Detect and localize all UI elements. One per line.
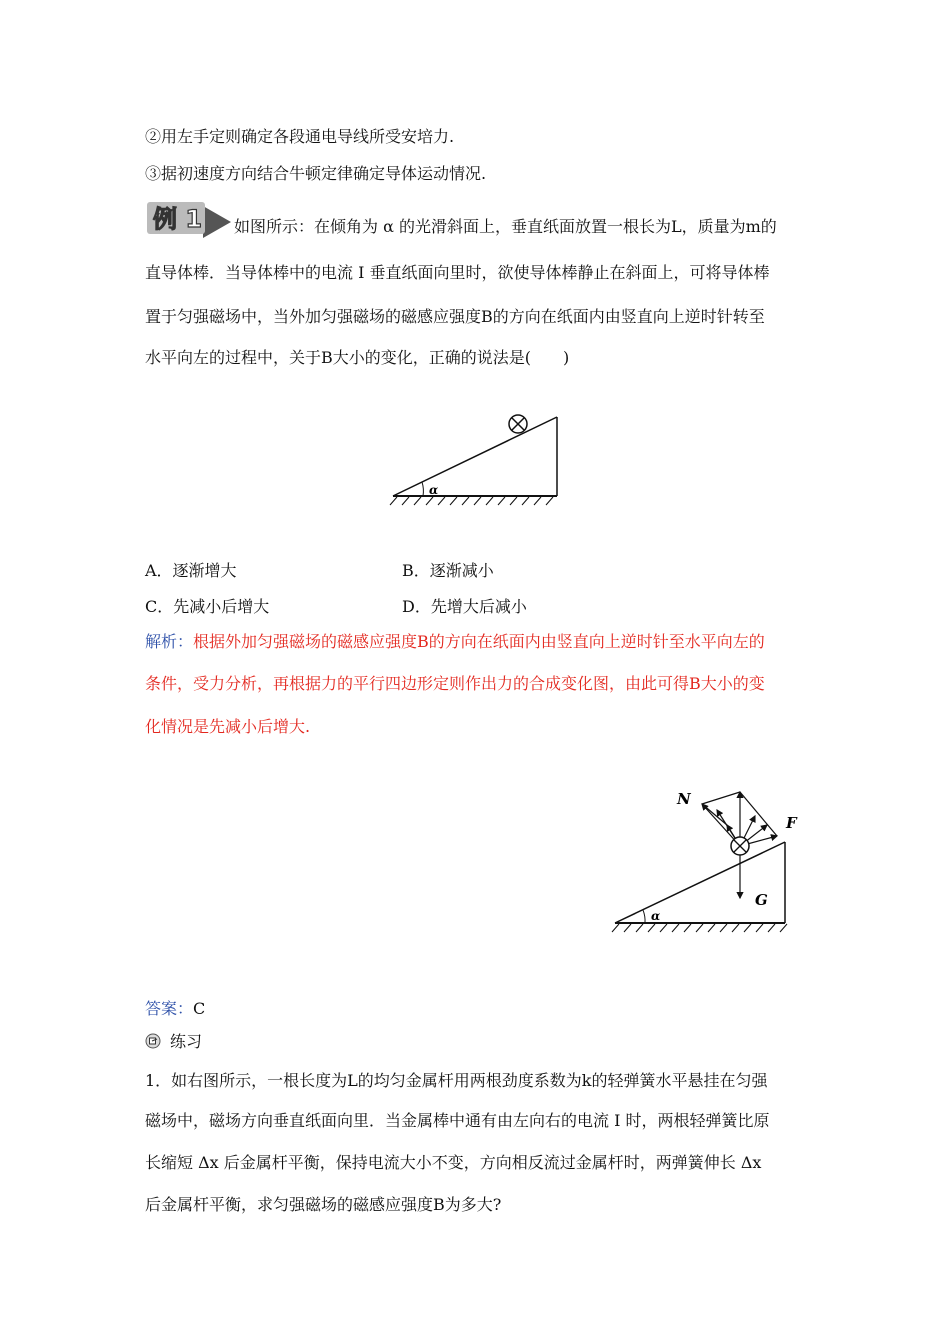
angle-alpha-label: α (429, 483, 439, 497)
question-line-2: 直导体棒．当导体棒中的电流 I 垂直纸面向里时，欲使导体棒静止在斜面上，可将导体棒 (145, 263, 770, 282)
practice-line-1: 1．如右图所示，一根长度为L的均匀金属杆用两根劲度系数为k的轻弹簧水平悬挂在匀强 (145, 1071, 768, 1090)
conductor-cross-icon (731, 837, 749, 855)
analysis-line-1: 根据外加匀强磁场的磁感应强度B的方向在纸面内由竖直向上逆时针至水平向左的 (193, 632, 765, 651)
question-line-1: 如图所示：在倾角为 α 的光滑斜面上，垂直纸面放置一根长为L，质量为m的 (234, 217, 777, 236)
practice-line-3: 长缩短 Δx 后金属杆平衡，保持电流大小不变，方向相反流过金属杆时，两弹簧伸长 Δx (145, 1153, 762, 1172)
practice-line-4: 后金属杆平衡，求匀强磁场的磁感应强度B为多大? (145, 1195, 502, 1214)
conductor-into-page-icon (509, 415, 527, 433)
step-3-text: ③据初速度方向结合牛顿定律确定导体运动情况. (145, 164, 487, 183)
option-a[interactable]: A．逐渐增大 (145, 561, 237, 580)
question-line-4: 水平向左的过程中，关于B大小的变化，正确的说法是( ) (145, 348, 570, 367)
force-n-label: N (677, 790, 691, 808)
analysis-line-2: 条件，受力分析，再根据力的平行四边形定则作出力的合成变化图，由此可得B大小的变 (145, 674, 765, 693)
option-c[interactable]: C．先减小后增大 (145, 597, 270, 616)
option-d[interactable]: D．先增大后减小 (402, 597, 527, 616)
force-f-label: F (786, 814, 797, 832)
example-badge-icon (145, 198, 231, 238)
force-g-label: G (755, 891, 768, 909)
angle-alpha-label-2: α (651, 909, 661, 923)
answer-label: 答案： (145, 999, 194, 1018)
practice-heading: 练习 (170, 1032, 203, 1051)
step-2-text: ②用左手定则确定各段通电导线所受安培力. (145, 127, 455, 146)
incline-figure (385, 405, 565, 510)
answer-value: C (193, 999, 206, 1018)
analysis-label: 解析： (145, 632, 194, 651)
example-badge-label: 例 1 (153, 205, 203, 233)
analysis-line-3: 化情况是先减小后增大. (145, 717, 311, 736)
practice-icon (145, 1033, 161, 1049)
force-diagram-figure (605, 780, 805, 940)
option-b[interactable]: B．逐渐减小 (402, 561, 494, 580)
practice-line-2: 磁场中，磁场方向垂直纸面向里．当金属棒中通有由左向右的电流 I 时，两根轻弹簧比原 (145, 1111, 770, 1130)
question-line-3: 置于匀强磁场中，当外加匀强磁场的磁感应强度B的方向在纸面内由竖直向上逆时针转至 (145, 307, 765, 326)
